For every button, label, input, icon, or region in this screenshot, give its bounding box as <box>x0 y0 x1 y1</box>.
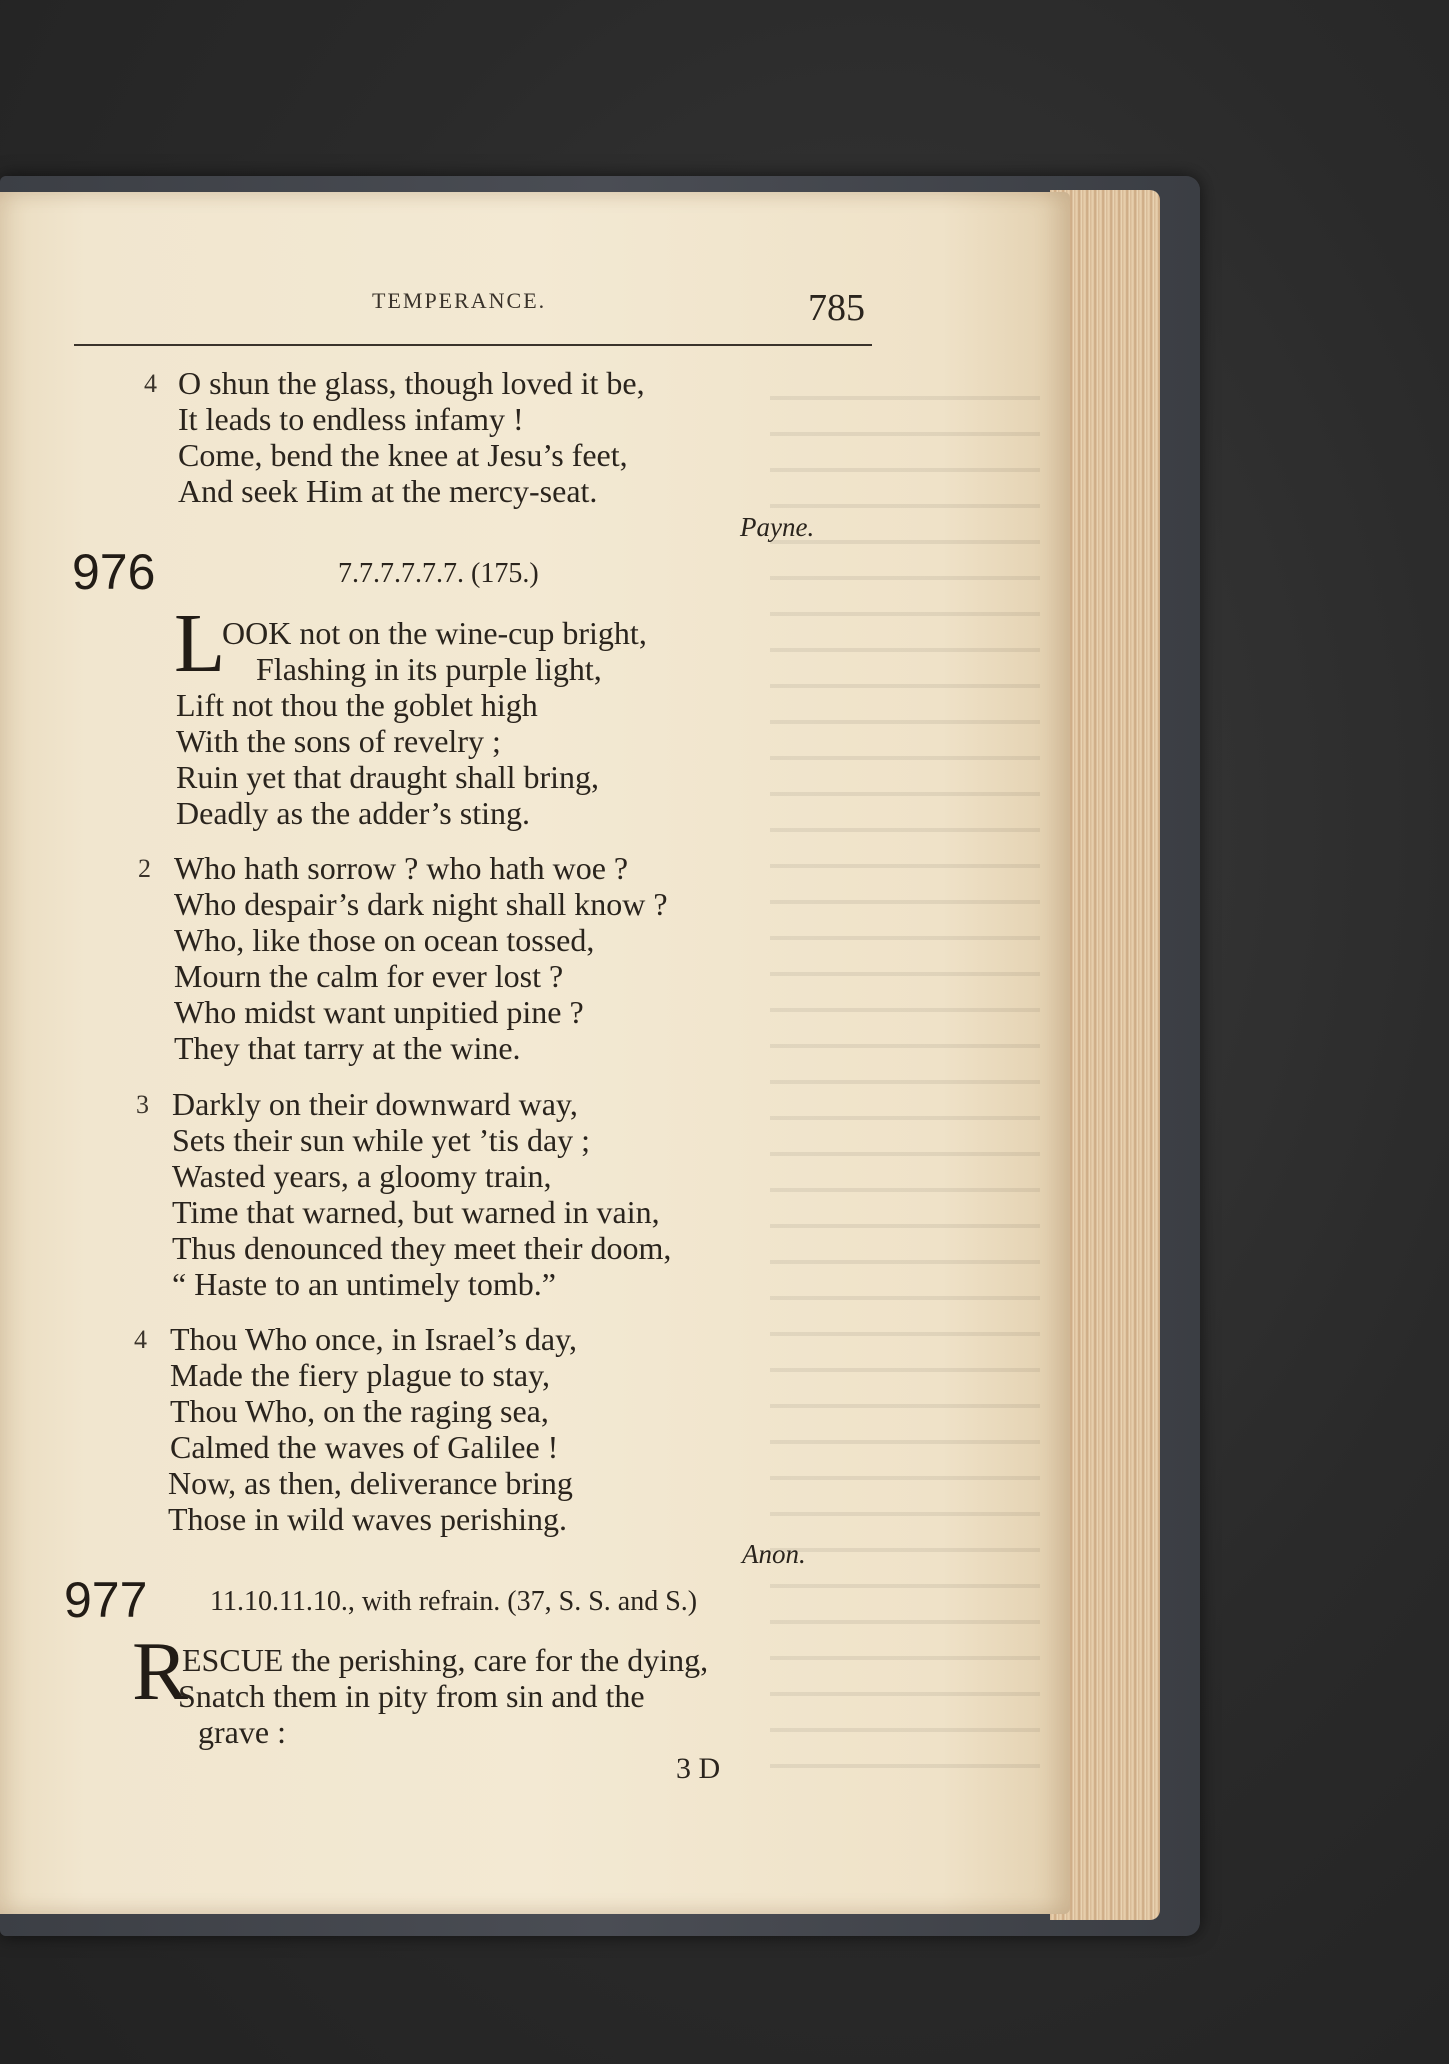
hymn-number: 976 <box>72 544 156 600</box>
hymn-line: Those in wild waves perishing. <box>168 1501 568 1537</box>
hymn-line: Who, like those on ocean tossed, <box>174 922 595 958</box>
running-head: TEMPERANCE. <box>372 288 547 313</box>
book-page <box>0 192 1070 1914</box>
page-number: 785 <box>808 287 865 329</box>
hymn-line: OOK not on the wine-cup bright, <box>222 615 647 651</box>
hymn-line: grave : <box>198 1714 286 1750</box>
hymn-line: It leads to endless infamy ! <box>178 401 524 437</box>
hymn-line: Who midst want unpitied pine ? <box>174 994 584 1030</box>
hymn-line: Made the fiery plague to stay, <box>170 1357 551 1393</box>
hymn-line: O shun the glass, though loved it be, <box>178 365 645 401</box>
verse-number: 4 <box>144 369 157 398</box>
hymn-line: Come, bend the knee at Jesu’s feet, <box>178 437 628 473</box>
hymn-line: Thus denounced they meet their doom, <box>172 1230 672 1266</box>
drop-cap: R <box>132 1625 189 1718</box>
hymn-line: Deadly as the adder’s sting. <box>176 795 530 831</box>
header-rule <box>74 344 872 346</box>
hymn-line: Mourn the calm for ever lost ? <box>174 958 564 994</box>
verse-number: 2 <box>138 854 151 883</box>
verse-number: 4 <box>134 1325 147 1354</box>
hymn-author: Payne. <box>740 512 815 542</box>
hymn-line: Who hath sorrow ? who hath woe ? <box>174 850 629 886</box>
page-content <box>0 192 1070 1914</box>
hymn-line: Ruin yet that draught shall bring, <box>176 759 600 795</box>
verse-number: 3 <box>136 1090 149 1119</box>
drop-cap: L <box>174 597 226 690</box>
hymn-line: With the sons of revelry ; <box>176 723 501 759</box>
hymn-line: Flashing in its purple light, <box>256 651 602 687</box>
hymn-line: Time that warned, but warned in vain, <box>172 1194 660 1230</box>
hymn-line: And seek Him at the mercy-seat. <box>178 473 598 509</box>
hymn-meter: 11.10.11.10., with refrain. (37, S. S. and S.) <box>210 1586 698 1617</box>
hymn-meter: 7.7.7.7.7.7. (175.) <box>338 558 539 589</box>
hymn-line: They that tarry at the wine. <box>174 1030 521 1066</box>
hymn-line: Who despair’s dark night shall know ? <box>174 886 668 922</box>
hymn-line: Sets their sun while yet ’tis day ; <box>172 1122 591 1158</box>
hymn-line: Now, as then, deliverance bring <box>168 1465 573 1501</box>
hymn-line: Lift not thou the goblet high <box>176 687 538 723</box>
hymn-line: Wasted years, a gloomy train, <box>172 1158 552 1194</box>
printer-signature: 3 D <box>676 1752 721 1785</box>
hymn-line: Darkly on their downward way, <box>172 1086 578 1122</box>
hymn-author: Anon. <box>742 1539 806 1569</box>
hymn-number: 977 <box>64 1572 148 1628</box>
hymn-line: Calmed the waves of Galilee ! <box>170 1429 559 1465</box>
hymn-line: Snatch them in pity from sin and the <box>178 1678 645 1714</box>
hymn-line: “ Haste to an untimely tomb.” <box>172 1266 556 1302</box>
hymn-line: Thou Who once, in Israel’s day, <box>170 1321 577 1357</box>
hymn-line: Thou Who, on the raging sea, <box>170 1393 549 1429</box>
hymn-line: ESCUE the perishing, care for the dying, <box>182 1642 709 1678</box>
